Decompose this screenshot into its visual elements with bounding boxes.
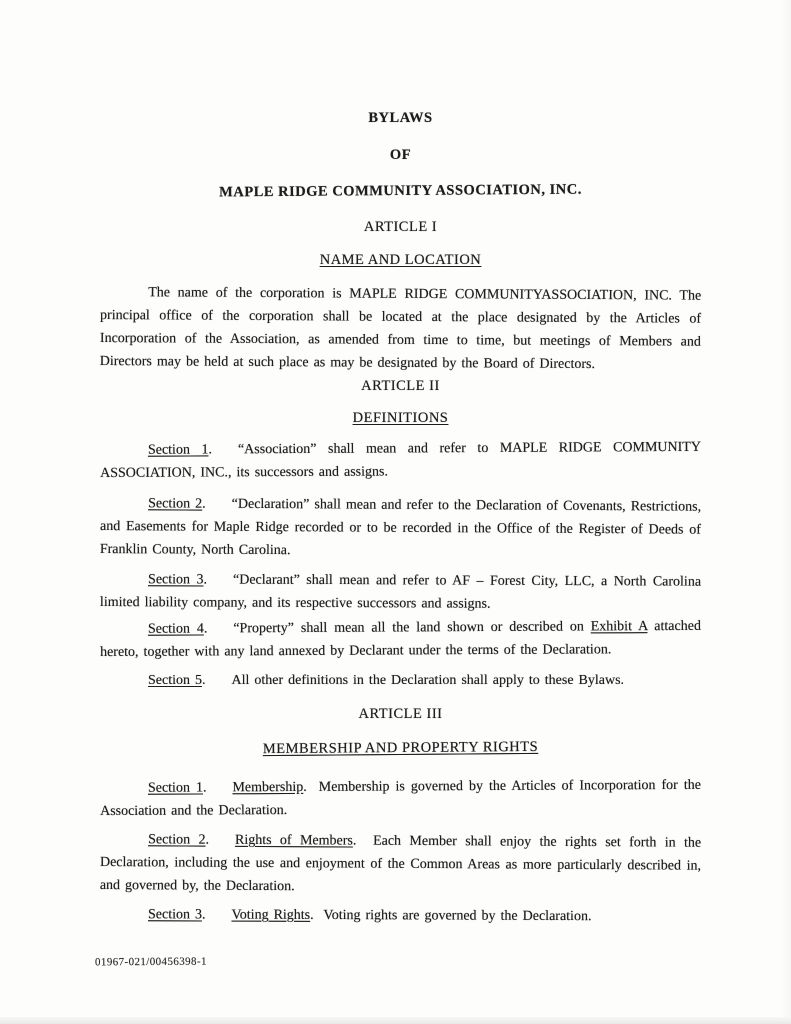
scan-edge-bottom [0,1017,791,1024]
section-membership: Section 1. Membership. Membership is governed by the Articles of Incorporation for the Association and the Declaration. [100,777,701,819]
definition-declarant: Section 3. “Declarant” shall mean and refer to AF – Forest City, LLC, a North Carolina limited liability company, and its respective successors and assigns. [99,572,702,612]
article-2-heading: ARTICLE II [361,378,440,394]
section-rights-of-members: Section 2. Rights of Members. Each Member shall enjoy the rights set forth in the Declaration, including the use and enjoyment of the Common Areas as more particularly described in, and governed by, the Declaration. [99,832,702,895]
article-3-subheading-membership-rights: MEMBERSHIP AND PROPERTY RIGHTS [262,738,539,758]
definition-declaration: Section 2. “Declaration” shall mean and refer to the Declaration of Covenants, Restrictions, and Easements for Maple Ridge recorded or to be recorded in the Office of the Register of Deeds of Franklin County, North Carolina. [99,496,702,559]
article-1-heading: ARTICLE I [363,219,438,235]
definition-other-definitions: Section 5. All other definitions in the Declaration shall apply to these Bylaws. [148,673,625,688]
document-control-number: 01967-021/00456398-1 [94,955,207,969]
article-2-subheading-definitions: DEFINITIONS [352,410,449,426]
article-3-heading: ARTICLE III [358,706,443,722]
scan-shade-right [781,0,791,1024]
section-voting-rights: Section 3. Voting Rights. Voting rights are governed by the Declaration. [147,907,592,925]
definition-property: Section 4. “Property” shall mean all the land shown or described on Exhibit A attached hereto, together with any land annexed by Declarant under the terms of the Declaration. [100,618,701,660]
article-1-subheading-name-and-location: NAME AND LOCATION [319,252,482,268]
doc-title-bylaws: BYLAWS [368,110,433,126]
doc-title-org-name: MAPLE RIDGE COMMUNITY ASSOCIATION, INC. [219,181,582,201]
paragraph-corporation-name: The name of the corporation is MAPLE RIDGE COMMUNITYASSOCIATION, INC. The principal office of the corporation shall be located at the place designated by the Articles of Incorporation of the Association, as amended from time to time, but meetings of Members and Directors may be held at such place as may be designated by the Board of Directors. [99,285,702,373]
doc-title-of: OF [389,147,412,163]
definition-association: Section 1. “Association” shall mean and refer to MAPLE RIDGE COMMUNITY ASSOCIATION, INC., its successors and assigns. [100,439,701,481]
